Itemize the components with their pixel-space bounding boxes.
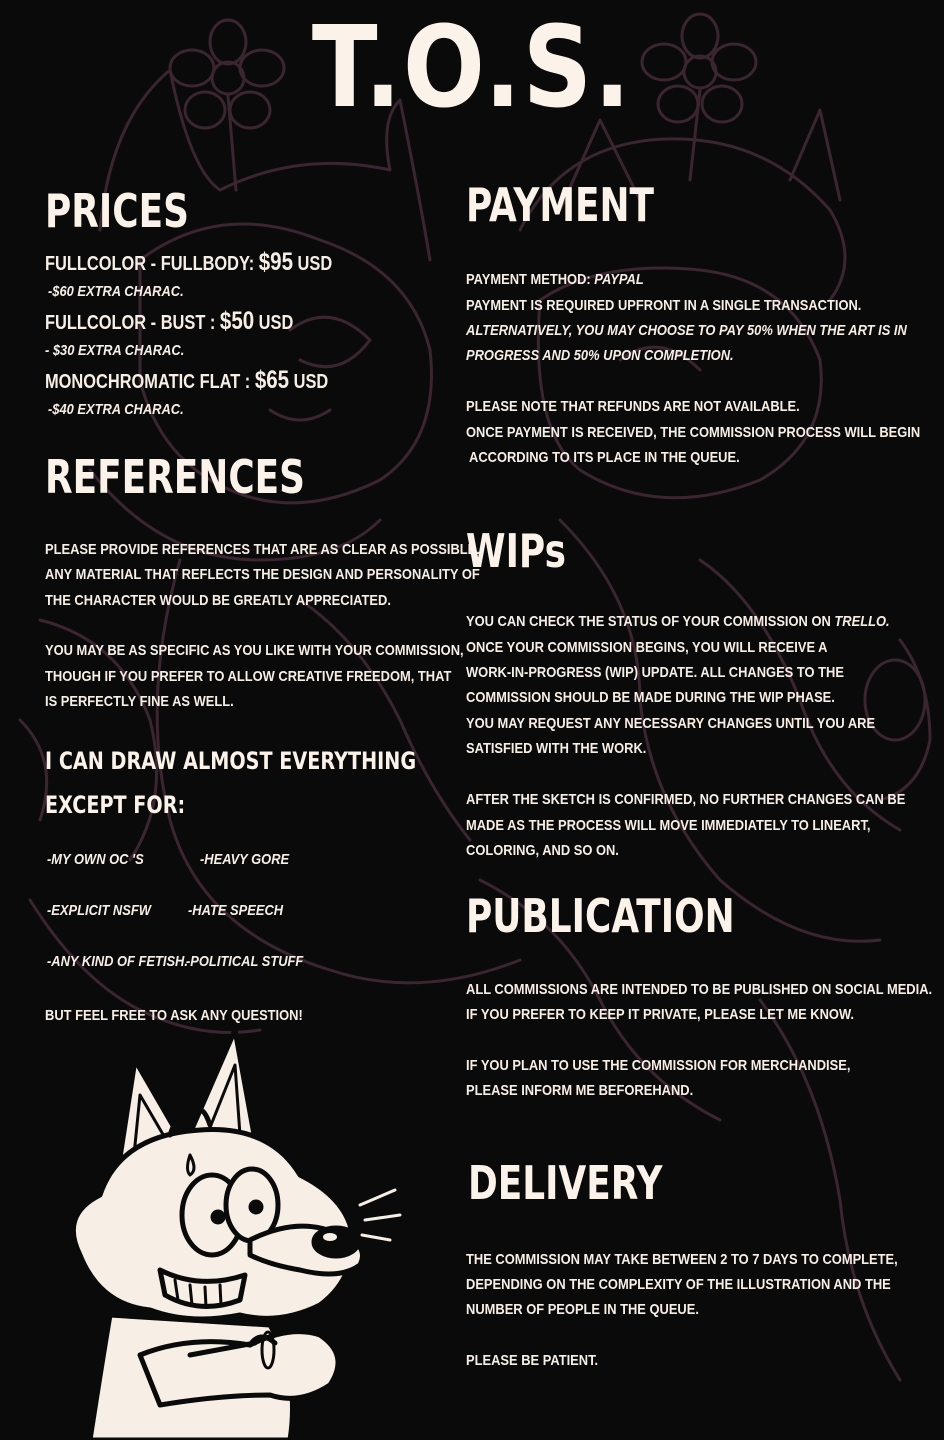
wips-line: COLORING, AND SO ON. bbox=[466, 842, 619, 859]
references-line: ANY MATERIAL THAT REFLECTS THE DESIGN AND PERSONALITY OF bbox=[45, 566, 480, 583]
price-monochromatic bbox=[45, 368, 328, 393]
price-bust-extra: - $30 EXTRA CHARAC. bbox=[45, 342, 185, 359]
wips-line: MADE AS THE PROCESS WILL MOVE IMMEDIATELY TO LINEART, bbox=[466, 817, 871, 834]
references-line: THE CHARACTER WOULD BE GREATLY APPRECIATED. bbox=[45, 592, 391, 609]
publication-line: IF YOU PREFER TO KEEP IT PRIVATE, PLEASE LET ME KNOW. bbox=[466, 1006, 855, 1023]
except-item: -ANY KIND OF FETISH. bbox=[47, 953, 188, 970]
price-monochromatic-extra: -$40 EXTRA CHARAC. bbox=[48, 401, 184, 418]
wips-line: SATISFIED WITH THE WORK. bbox=[466, 740, 647, 757]
payment-line: PAYMENT IS REQUIRED UPFRONT IN A SINGLE TRANSACTION. bbox=[466, 297, 862, 314]
payment-line: ONCE PAYMENT IS RECEIVED, THE COMMISSION PROCESS WILL BEGIN bbox=[466, 424, 921, 441]
except-footer: BUT FEEL FREE TO ASK ANY QUESTION! bbox=[45, 1007, 303, 1024]
references-line: THOUGH IF YOU PREFER TO ALLOW CREATIVE FREEDOM, THAT bbox=[45, 668, 452, 685]
price-monochromatic-amount: $65 bbox=[254, 366, 290, 394]
wips-line bbox=[466, 614, 890, 629]
price-monochromatic-unit: USD bbox=[293, 371, 329, 393]
wolf-mascot-illustration bbox=[40, 1025, 440, 1440]
references-line: PLEASE PROVIDE REFERENCES THAT ARE AS CLEAR AS POSSIBLE. bbox=[45, 541, 480, 558]
references-line: YOU MAY BE AS SPECIFIC AS YOU LIKE WITH YOUR COMMISSION, bbox=[45, 642, 464, 659]
price-fullbody bbox=[45, 250, 332, 275]
delivery-line: DEPENDING ON THE COMPLEXITY OF THE ILLUSTRATION AND THE bbox=[466, 1276, 891, 1293]
payment-heading: PAYMENT bbox=[466, 178, 655, 232]
price-bust bbox=[45, 309, 293, 334]
references-line: IS PERFECTLY FINE AS WELL. bbox=[45, 693, 234, 710]
payment-line: PROGRESS AND 50% UPON COMPLETION. bbox=[466, 347, 734, 364]
price-fullbody-unit: USD bbox=[297, 253, 333, 275]
except-item: -POLITICAL STUFF bbox=[186, 953, 304, 970]
except-item: -HATE SPEECH bbox=[188, 902, 284, 919]
delivery-line: THE COMMISSION MAY TAKE BETWEEN 2 TO 7 DAYS TO COMPLETE, bbox=[466, 1251, 898, 1268]
payment-line: ACCORDING TO ITS PLACE IN THE QUEUE. bbox=[469, 449, 740, 466]
price-fullbody-label: FULLCOLOR - FULLBODY: bbox=[45, 253, 255, 275]
wips-line-text: YOU CAN CHECK THE STATUS OF YOUR COMMISSION ON bbox=[466, 613, 831, 630]
wips-line: YOU MAY REQUEST ANY NECESSARY CHANGES UNTIL YOU ARE bbox=[466, 715, 876, 732]
except-heading: I CAN DRAW ALMOST EVERYTHING bbox=[45, 747, 417, 775]
prices-heading: PRICES bbox=[45, 184, 189, 238]
payment-method-label: PAYMENT METHOD: bbox=[466, 271, 591, 288]
price-fullbody-extra: -$60 EXTRA CHARAC. bbox=[48, 283, 184, 300]
price-bust-label: FULLCOLOR - BUST : bbox=[45, 312, 216, 334]
wips-line: WORK-IN-PROGRESS (WIP) UPDATE. ALL CHANGES TO THE bbox=[466, 664, 844, 681]
delivery-heading: DELIVERY bbox=[468, 1156, 663, 1210]
wips-heading: WIPs bbox=[466, 524, 566, 578]
price-monochromatic-label: MONOCHROMATIC FLAT : bbox=[45, 371, 251, 393]
references-heading: REFERENCES bbox=[45, 450, 306, 504]
payment-method-value: PAYPAL bbox=[594, 271, 644, 288]
trello-link[interactable]: TRELLO. bbox=[834, 613, 890, 630]
wips-line: AFTER THE SKETCH IS CONFIRMED, NO FURTHER CHANGES CAN BE bbox=[466, 791, 906, 808]
payment-line: ALTERNATIVELY, YOU MAY CHOOSE TO PAY 50% WHEN THE ART IS IN bbox=[466, 322, 907, 339]
delivery-line: PLEASE BE PATIENT. bbox=[466, 1352, 599, 1369]
wips-line: ONCE YOUR COMMISSION BEGINS, YOU WILL RECEIVE A bbox=[466, 639, 828, 656]
wips-line: COMMISSION SHOULD BE MADE DURING THE WIP PHASE. bbox=[466, 689, 835, 706]
except-item: -MY OWN OC 'S bbox=[47, 851, 144, 868]
publication-heading: PUBLICATION bbox=[466, 889, 735, 943]
except-heading: EXCEPT FOR: bbox=[45, 791, 186, 819]
page-title: T.O.S. bbox=[311, 3, 633, 133]
price-bust-unit: USD bbox=[258, 312, 294, 334]
payment-method bbox=[466, 272, 644, 287]
delivery-line: NUMBER OF PEOPLE IN THE QUEUE. bbox=[466, 1301, 699, 1318]
publication-line: IF YOU PLAN TO USE THE COMMISSION FOR MERCHANDISE, bbox=[466, 1057, 851, 1074]
publication-line: ALL COMMISSIONS ARE INTENDED TO BE PUBLISHED ON SOCIAL MEDIA. bbox=[466, 981, 933, 998]
publication-line: PLEASE INFORM ME BEFOREHAND. bbox=[466, 1082, 694, 1099]
price-fullbody-amount: $95 bbox=[258, 248, 293, 276]
except-item: -HEAVY GORE bbox=[200, 851, 290, 868]
except-item: -EXPLICIT NSFW bbox=[47, 902, 151, 919]
price-bust-amount: $50 bbox=[219, 307, 255, 335]
payment-line: PLEASE NOTE THAT REFUNDS ARE NOT AVAILABLE. bbox=[466, 398, 800, 415]
